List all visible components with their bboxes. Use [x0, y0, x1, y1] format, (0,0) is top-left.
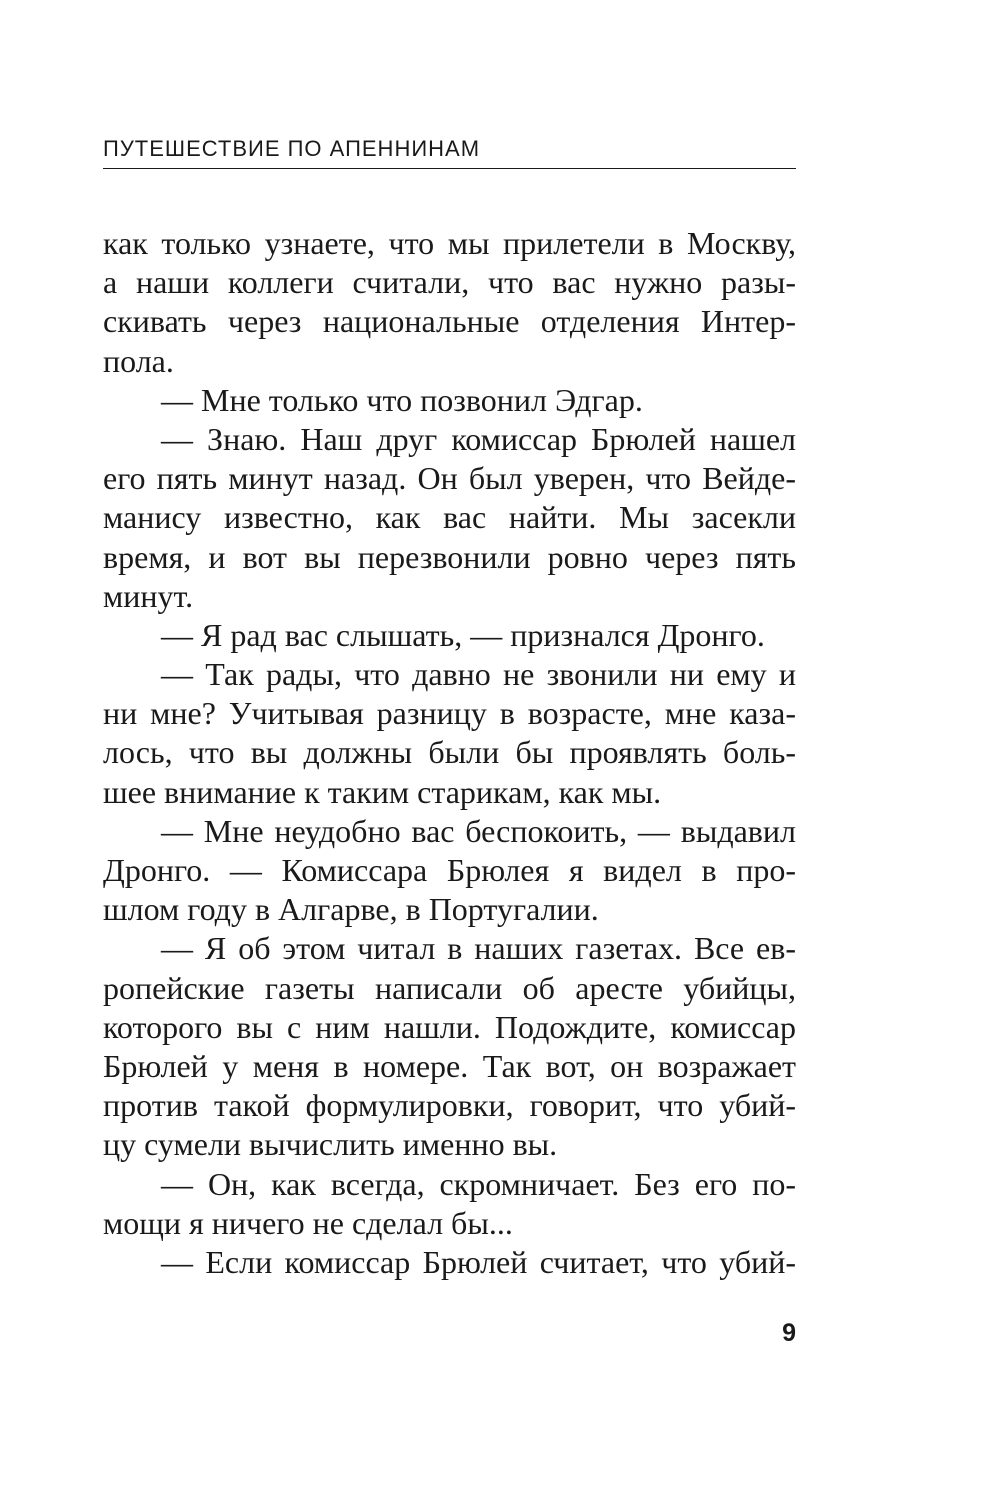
- text-line: манису известно, как вас найти. Мы засекли: [103, 499, 796, 536]
- text-line: против такой формулировки, говорит, что убий-: [103, 1087, 796, 1124]
- text-line: шлом году в Алгарве, в Португалии.: [103, 891, 599, 928]
- text-line: минут.: [103, 577, 194, 614]
- header-rule: [103, 168, 796, 169]
- text-line: — Так рады, что давно не звонили ни ему и: [161, 656, 796, 693]
- text-line: ропейские газеты написали об аресте убийцы,: [103, 969, 796, 1006]
- running-head: ПУТЕШЕСТВИЕ ПО АПЕННИНАМ: [103, 136, 481, 161]
- text-line: как только узнаете, что мы прилетели в Москву,: [103, 225, 796, 261]
- text-line: шее внимание к таким старикам, как мы.: [103, 773, 662, 810]
- text-line: — Если комиссар Брюлей считает, что убий-: [161, 1243, 796, 1280]
- page-number: 9: [782, 1319, 796, 1347]
- body-text: [103, 224, 796, 1282]
- text-line: лось, что вы должны были бы проявлять боль-: [103, 734, 796, 771]
- text-line: его пять минут назад. Он был уверен, что Вейде-: [103, 460, 796, 497]
- text-line: Брюлей у меня в номере. Так вот, он возражает: [103, 1047, 796, 1084]
- text-line: — Мне неудобно вас беспокоить, — выдавил: [161, 812, 796, 849]
- text-line: время, и вот вы перезвонили ровно через пять: [103, 538, 796, 575]
- text-line: — Мне только что позвонил Эдгар.: [161, 381, 643, 418]
- text-line: которого вы с ним нашли. Подождите, комиссар: [103, 1008, 796, 1045]
- text-line: мощи я ничего не сделал бы...: [103, 1204, 513, 1241]
- text-line: пола.: [103, 342, 174, 379]
- text-line: — Я рад вас слышать, — признался Дронго.: [161, 616, 765, 653]
- text-line: а наши коллеги считали, что вас нужно разы-: [103, 264, 796, 301]
- text-line: — Я об этом читал в наших газетах. Все ев-: [161, 930, 796, 967]
- text-line: цу сумели вычислить именно вы.: [103, 1126, 558, 1163]
- text-line: ни мне? Учитывая разницу в возрасте, мне каза-: [103, 695, 796, 732]
- text-line: скивать через национальные отделения Интер-: [103, 303, 796, 340]
- text-line: Дронго. — Комиссара Брюлея я видел в про-: [103, 852, 796, 888]
- text-line: — Он, как всегда, скромничает. Без его по-: [161, 1165, 796, 1202]
- text-line: — Знаю. Наш друг комиссар Брюлей нашел: [161, 420, 796, 457]
